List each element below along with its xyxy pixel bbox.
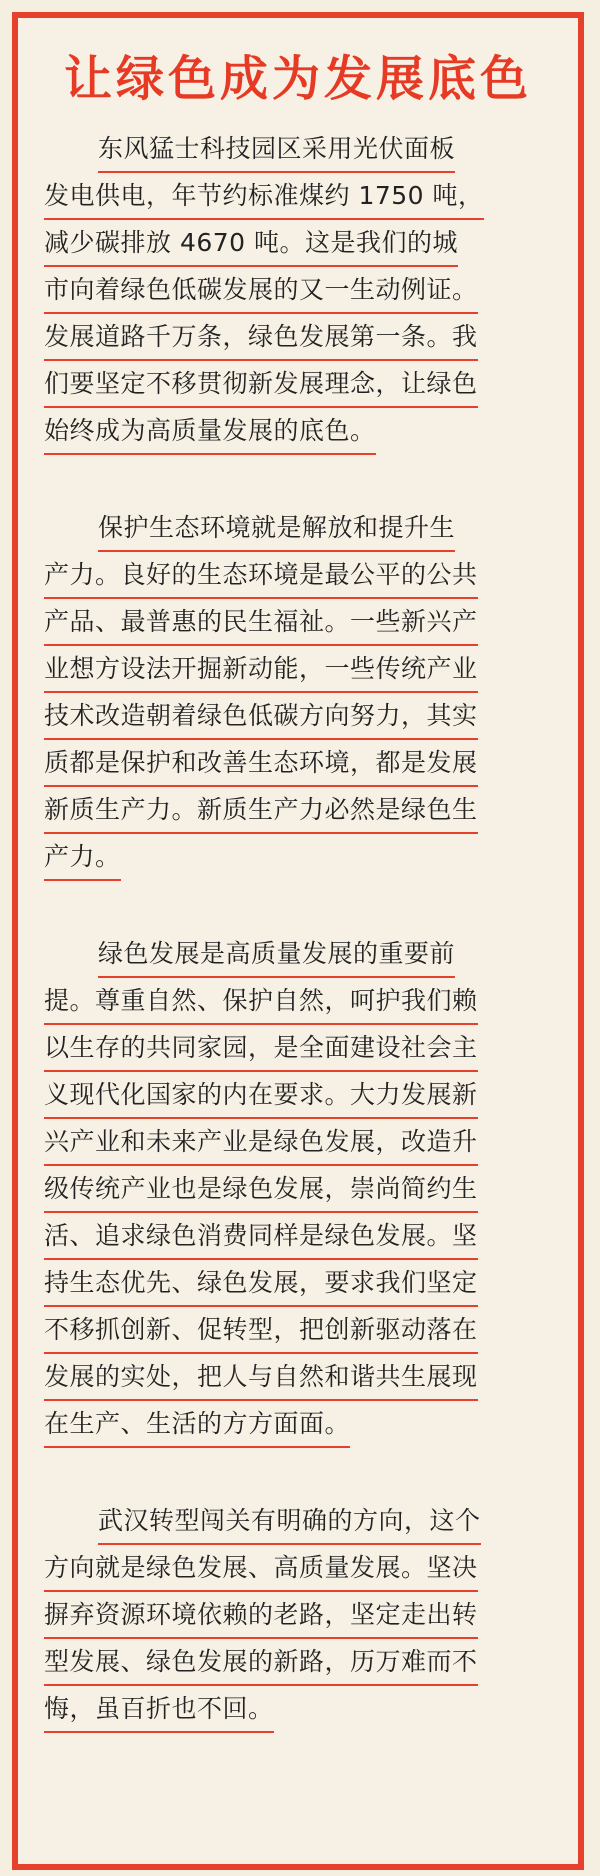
article-body	[44, 126, 552, 1783]
line-text: 发展道路千万条，绿色发展第一条。我	[44, 317, 478, 361]
line-text: 产品、最普惠的民生福祉。一些新兴产	[44, 602, 478, 646]
paragraph-line	[44, 1025, 552, 1072]
paragraph-line	[44, 693, 552, 740]
line-text: 兴产业和未来产业是绿色发展，改造升	[44, 1122, 478, 1166]
line-text: 发电供电，年节约标准煤约 1750 吨，	[44, 176, 484, 220]
article-frame	[12, 12, 584, 1870]
page-title: 让绿色成为发展底色	[63, 51, 532, 107]
paragraph	[44, 126, 552, 455]
line-text: 级传统产业也是绿色发展，崇尚简约生	[44, 1169, 478, 1213]
paragraph-line	[44, 646, 552, 693]
line-text: 质都是保护和改善生态环境，都是发展	[44, 743, 478, 787]
paragraph-line	[44, 1260, 552, 1307]
paragraph-line	[44, 505, 552, 552]
line-text: 提。尊重自然、保护自然，呵护我们赖	[44, 981, 478, 1025]
line-text: 义现代化国家的内在要求。大力发展新	[44, 1075, 478, 1119]
paragraph-line	[44, 1401, 552, 1448]
paragraph-line	[44, 740, 552, 787]
paragraph-line	[44, 1307, 552, 1354]
line-text: 活、追求绿色消费同样是绿色发展。坚	[44, 1216, 478, 1260]
paragraph-line	[44, 1639, 552, 1686]
line-text: 在生产、生活的方方面面。	[44, 1404, 350, 1448]
line-text: 悔，虽百折也不回。	[44, 1689, 274, 1733]
line-text: 业想方设法开掘新动能，一些传统产业	[44, 649, 478, 693]
paragraph-line	[44, 361, 552, 408]
line-text: 技术改造朝着绿色低碳方向努力，其实	[44, 696, 478, 740]
paragraph-line	[44, 1592, 552, 1639]
paragraph-line	[44, 1686, 552, 1733]
line-text: 发展的实处，把人与自然和谐共生展现	[44, 1357, 478, 1401]
paragraph-line	[44, 1213, 552, 1260]
line-text: 们要坚定不移贯彻新发展理念，让绿色	[44, 364, 478, 408]
paragraph-line	[44, 1119, 552, 1166]
paragraph-line	[44, 787, 552, 834]
line-text: 方向就是绿色发展、高质量发展。坚决	[44, 1548, 478, 1592]
line-text: 新质生产力。新质生产力必然是绿色生	[44, 790, 478, 834]
paragraph-line	[44, 314, 552, 361]
line-text: 产力。良好的生态环境是最公平的公共	[44, 555, 478, 599]
line-text: 减少碳排放 4670 吨。这是我们的城	[44, 223, 458, 267]
paragraph-line	[44, 1072, 552, 1119]
paragraph-line	[44, 978, 552, 1025]
paragraph-line	[44, 599, 552, 646]
line-text: 市向着绿色低碳发展的又一生动例证。	[44, 270, 478, 314]
line-text: 东风猛士科技园区采用光伏面板	[98, 129, 455, 173]
paragraph-line	[44, 1166, 552, 1213]
line-text: 绿色发展是高质量发展的重要前	[98, 934, 455, 978]
paragraph-line	[44, 1498, 552, 1545]
paragraph-line	[44, 267, 552, 314]
paragraph	[44, 931, 552, 1448]
line-text: 持生态优先、绿色发展，要求我们坚定	[44, 1263, 478, 1307]
line-text: 保护生态环境就是解放和提升生	[98, 508, 455, 552]
paragraph	[44, 505, 552, 881]
paragraph-line	[44, 220, 552, 267]
paragraph-line	[44, 1545, 552, 1592]
line-text: 不移抓创新、促转型，把创新驱动落在	[44, 1310, 478, 1354]
paragraph-line	[44, 126, 552, 173]
paragraph-line	[44, 408, 552, 455]
line-text: 型发展、绿色发展的新路，历万难而不	[44, 1642, 478, 1686]
line-text: 武汉转型闯关有明确的方向，这个	[98, 1501, 481, 1545]
line-text: 始终成为高质量发展的底色。	[44, 411, 376, 455]
paragraph-line	[44, 931, 552, 978]
line-text: 摒弃资源环境依赖的老路，坚定走出转	[44, 1595, 478, 1639]
paragraph	[44, 1498, 552, 1733]
paragraph-line	[44, 173, 552, 220]
paragraph-line	[44, 1354, 552, 1401]
paragraph-line	[44, 834, 552, 881]
paragraph-line	[44, 552, 552, 599]
line-text: 产力。	[44, 837, 121, 881]
line-text: 以生存的共同家园，是全面建设社会主	[44, 1028, 478, 1072]
